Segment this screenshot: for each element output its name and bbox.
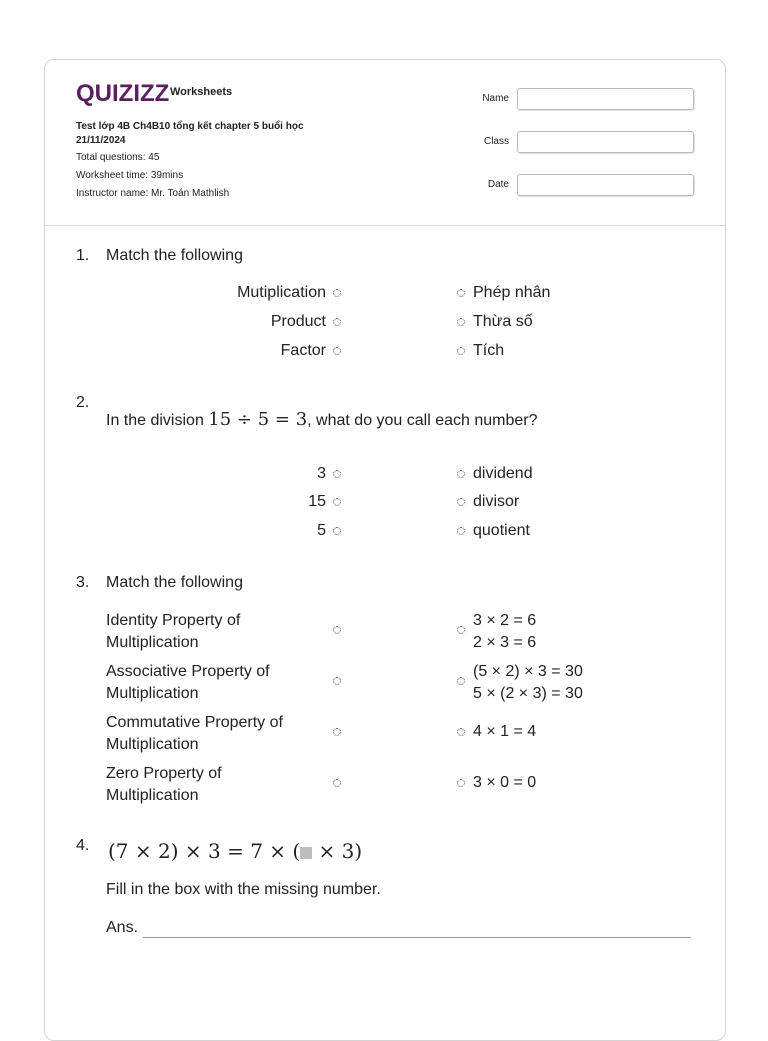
question-3-prompt: Match the following — [106, 574, 243, 591]
q3-right-connector[interactable] — [457, 728, 465, 736]
logo-subtitle: Worksheets — [170, 86, 233, 98]
q1-left-connector[interactable] — [333, 347, 341, 355]
q2-prompt-after: , what do you call each number? — [307, 412, 538, 429]
q2-left-connector[interactable] — [333, 527, 341, 535]
q2-division-equation: 15 ÷ 5 = 3 — [208, 409, 308, 430]
q3-left-connector[interactable] — [333, 677, 341, 685]
q3-left-line: Multiplication — [106, 634, 199, 651]
q3-left-line: Multiplication — [106, 787, 199, 804]
q3-right-connector[interactable] — [457, 677, 465, 685]
class-label: Class — [483, 136, 509, 147]
name-label: Name — [482, 93, 509, 104]
q1-right-item: Thừa số — [473, 313, 533, 330]
q3-left-line: Zero Property of — [106, 765, 222, 782]
q3-left-item — [106, 661, 270, 705]
test-title: Test lớp 4B Ch4B10 tổng kết chapter 5 buổi học 21/11/2024 — [76, 121, 304, 146]
q3-left-connector[interactable] — [333, 779, 341, 787]
q3-left-item — [106, 610, 240, 654]
answer-label: Ans. — [106, 919, 139, 936]
q3-right-connector[interactable] — [457, 779, 465, 787]
quizizz-logo: QUIZIZZ — [76, 80, 170, 107]
name-input[interactable] — [517, 88, 694, 110]
q1-left-connector[interactable] — [333, 318, 341, 326]
q3-right-line: 3 × 2 = 6 — [473, 612, 537, 629]
q3-right-line: 2 × 3 = 6 — [473, 634, 537, 651]
class-input[interactable] — [517, 131, 694, 153]
worksheet-time: Worksheet time: 39mins — [76, 170, 184, 181]
answer-line[interactable] — [143, 937, 691, 938]
worksheet-header — [45, 60, 725, 226]
q2-right-connector[interactable] — [457, 498, 465, 506]
q1-right-connector[interactable] — [457, 318, 465, 326]
q2-left-item: 15 — [308, 493, 326, 510]
q1-right-item: Phép nhân — [473, 284, 551, 301]
q2-left-item: 5 — [317, 522, 326, 539]
total-questions: Total questions: 45 — [76, 152, 160, 163]
question-1-number: 1. — [76, 247, 90, 264]
q3-right-item: 3 × 0 = 0 — [473, 774, 537, 791]
q3-left-item — [106, 712, 283, 756]
q3-right-item — [473, 661, 583, 705]
q2-left-connector[interactable] — [333, 498, 341, 506]
q3-right-line: (5 × 2) × 3 = 30 — [473, 663, 583, 680]
q2-right-item: dividend — [473, 465, 533, 482]
q1-left-item: Factor — [280, 342, 326, 359]
q4-equation-right: × 3) — [312, 839, 363, 863]
q3-left-line: Multiplication — [106, 685, 199, 702]
q4-equation-left: (7 × 2) × 3 = 7 × ( — [108, 839, 301, 863]
q3-left-connector[interactable] — [333, 626, 341, 634]
q2-right-connector[interactable] — [457, 470, 465, 478]
q3-left-connector[interactable] — [333, 728, 341, 736]
q2-right-item: divisor — [473, 493, 520, 510]
question-2-number: 2. — [76, 394, 90, 411]
q1-right-connector[interactable] — [457, 289, 465, 297]
instructor-name: Instructor name: Mr. Toán Mathlish — [76, 188, 230, 199]
q1-right-item: Tích — [473, 342, 505, 359]
q3-right-line: 5 × (2 × 3) = 30 — [473, 685, 583, 702]
q2-left-connector[interactable] — [333, 470, 341, 478]
q3-left-line: Associative Property of — [106, 663, 270, 680]
question-2-prompt — [106, 409, 538, 430]
q2-right-item: quotient — [473, 522, 530, 539]
q3-right-item — [473, 610, 536, 654]
q2-right-connector[interactable] — [457, 527, 465, 535]
q3-right-item: 4 × 1 = 4 — [473, 723, 537, 740]
q1-left-connector[interactable] — [333, 289, 341, 297]
q3-left-item — [106, 763, 222, 807]
q1-left-item: Product — [270, 313, 326, 330]
question-4-number: 4. — [76, 837, 90, 854]
q3-right-connector[interactable] — [457, 626, 465, 634]
q3-left-line: Commutative Property of — [106, 714, 283, 731]
question-4-prompt: Fill in the box with the missing number. — [106, 881, 381, 898]
q1-left-item: Mutiplication — [237, 284, 326, 301]
date-label: Date — [487, 179, 509, 190]
q3-left-line: Multiplication — [106, 736, 199, 753]
date-input[interactable] — [517, 174, 694, 196]
q4-equation — [108, 839, 362, 863]
q2-prompt-before: In the division — [106, 412, 204, 429]
q2-left-item: 3 — [317, 465, 326, 482]
q1-right-connector[interactable] — [457, 347, 465, 355]
missing-number-box — [300, 847, 312, 859]
q3-left-line: Identity Property of — [106, 612, 241, 629]
question-1-prompt: Match the following — [106, 247, 243, 264]
question-3-number: 3. — [76, 574, 90, 591]
